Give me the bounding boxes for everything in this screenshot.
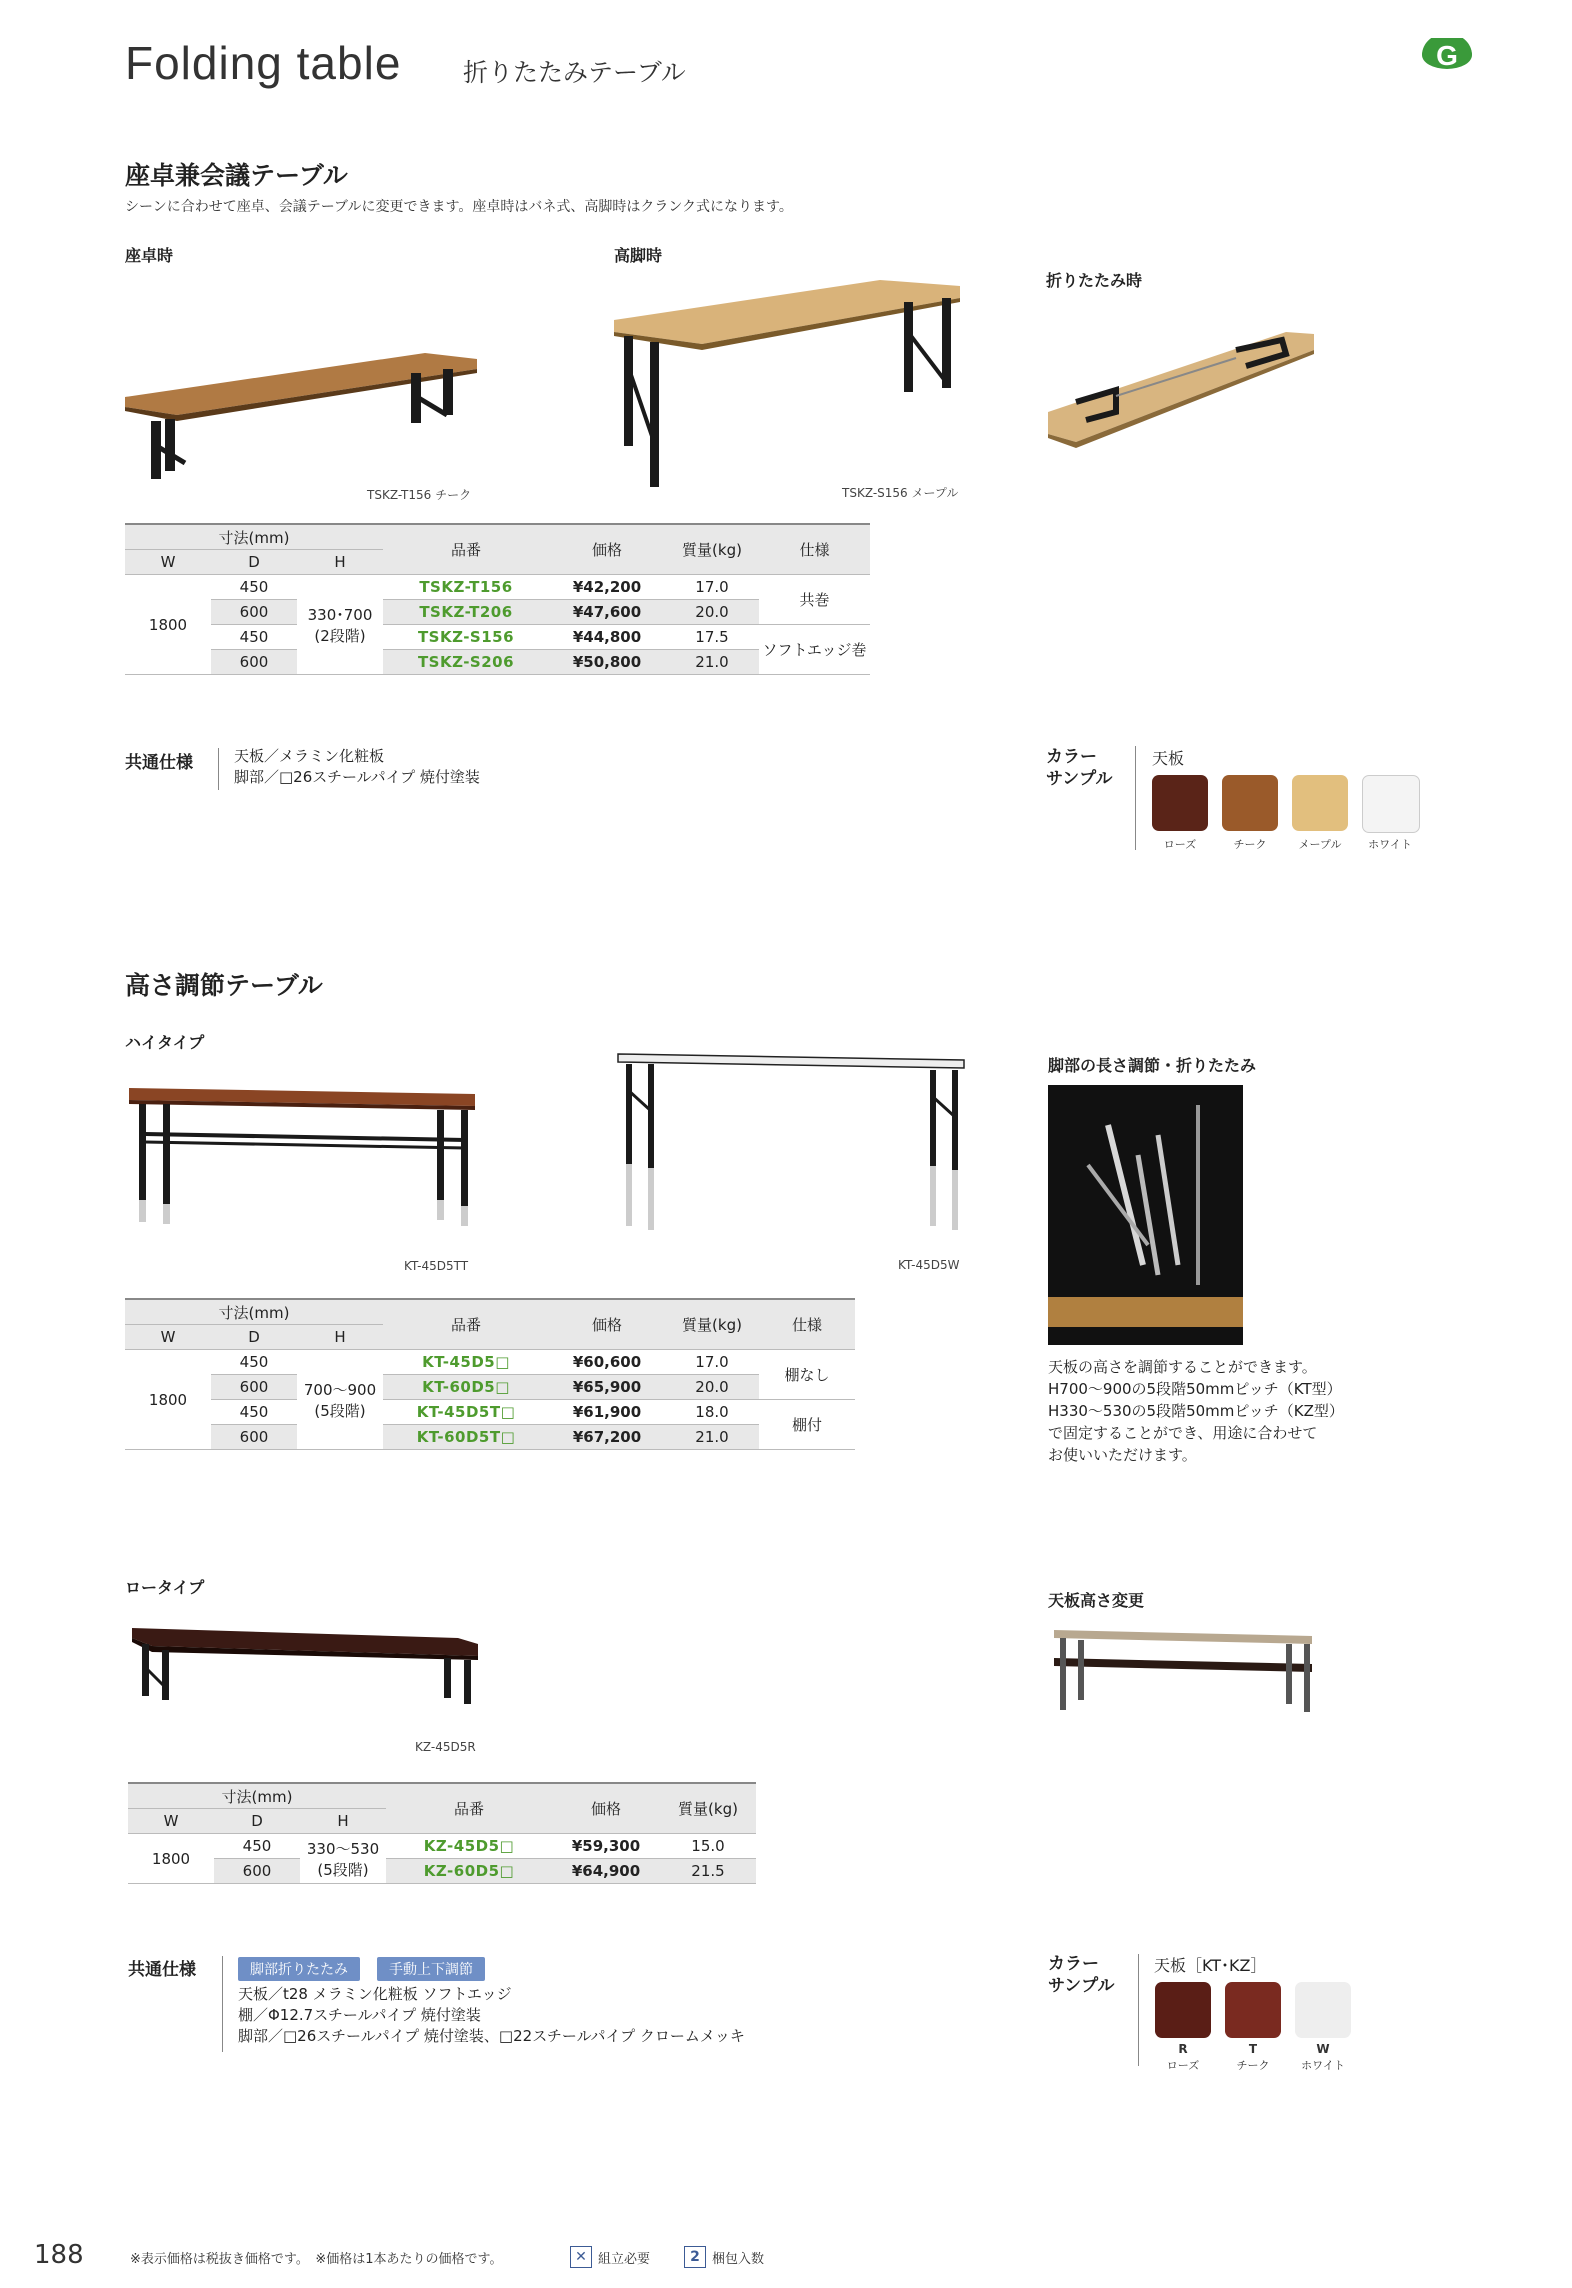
cell-code: KT-45D5□ <box>383 1350 549 1375</box>
table-row <box>125 625 870 650</box>
swatch-caption: ローズ <box>1163 838 1197 851</box>
swatch-teak <box>1225 1982 1281 2038</box>
cell-price: ¥59,300 <box>552 1834 660 1859</box>
table-row <box>125 1375 855 1400</box>
header-code: 品番 <box>383 1299 549 1350</box>
divider <box>1138 1954 1139 2066</box>
cell-weight: 21.5 <box>660 1859 756 1884</box>
cell-code: KT-60D5T□ <box>383 1425 549 1450</box>
caption-tskz-s156: TSKZ-S156 メープル <box>842 486 959 500</box>
cell-price: ¥50,800 <box>549 650 665 675</box>
swatch-code: R <box>1178 2042 1188 2056</box>
cell-weight: 17.0 <box>665 1350 759 1375</box>
assembly-label: 組立必要 <box>598 2252 651 2267</box>
caption-tskz-t156: TSKZ-T156 チーク <box>367 488 472 502</box>
badge-leg-folding: 脚部折りたたみ <box>238 1957 360 1981</box>
header-weight: 質量(kg) <box>660 1783 756 1834</box>
header-d: D <box>214 1809 300 1834</box>
label-height-change: 天板高さ変更 <box>1048 1591 1145 1610</box>
product-image-kt-45d5tt <box>125 1080 480 1230</box>
table-row <box>125 1425 855 1450</box>
product-image-tskz-t156 <box>125 345 480 485</box>
product-image-kt-45d5w <box>612 1050 967 1246</box>
cell-d: 600 <box>214 1859 300 1884</box>
color-sub-label: 天板［KT･KZ］ <box>1154 1956 1267 1975</box>
common-spec-label: 共通仕様 <box>125 753 193 773</box>
cell-d: 450 <box>211 1400 297 1425</box>
product-image-kz-45d5r <box>128 1618 480 1706</box>
table-row <box>125 575 870 600</box>
cell-weight: 20.0 <box>665 1375 759 1400</box>
swatch-white <box>1295 1982 1351 2038</box>
cell-weight: 15.0 <box>660 1834 756 1859</box>
cell-price: ¥44,800 <box>549 625 665 650</box>
cell-w: 1800 <box>128 1834 214 1884</box>
section-heading-zataku: 座卓兼会議テーブル <box>125 161 348 190</box>
cell-price: ¥61,900 <box>549 1400 665 1425</box>
cell-weight: 17.0 <box>665 575 759 600</box>
swatch-teak <box>1222 775 1278 831</box>
swatch-caption: ホワイト <box>1368 838 1412 851</box>
cell-code: KZ-60D5□ <box>386 1859 552 1884</box>
spec-table-kz <box>128 1782 756 1884</box>
page-title: Folding table <box>125 37 402 89</box>
header-h: H <box>300 1809 386 1834</box>
leg-adjust-note: 天板の高さを調節することができます。 H700～900の5段階50mmピッチ（KT型） H330～530の5段階50mmピッチ（KZ型） で固定することができ、用途に合わせて お使いいただけます。 <box>1048 1358 1344 1464</box>
cell-weight: 21.0 <box>665 1425 759 1450</box>
cell-code: KT-45D5T□ <box>383 1400 549 1425</box>
table-row <box>125 650 870 675</box>
header-d: D <box>211 550 297 575</box>
divider <box>1135 746 1136 850</box>
cell-weight: 17.5 <box>665 625 759 650</box>
assembly-icon: ✕ <box>570 2246 592 2268</box>
cell-code: TSKZ-S156 <box>383 625 549 650</box>
cell-weight: 18.0 <box>665 1400 759 1425</box>
cell-weight: 21.0 <box>665 650 759 675</box>
color-sub-label: 天板 <box>1152 749 1185 768</box>
color-sample-label: カラー サンプル <box>1046 747 1113 789</box>
package-count-label: 梱包入数 <box>712 2252 765 2267</box>
badge-manual-adjust: 手動上下調節 <box>377 1957 485 1981</box>
swatch-white <box>1362 775 1420 833</box>
cell-price: ¥60,600 <box>549 1350 665 1375</box>
color-sample-label: カラー サンプル <box>1048 1954 1115 1996</box>
section-description: シーンに合わせて座卓、会議テーブルに変更できます。座卓時はバネ式、高脚時はクランク式になります。 <box>125 199 793 215</box>
label-zataku: 座卓時 <box>125 246 174 265</box>
cell-h: 330･700 (2段階) <box>297 575 383 675</box>
label-folded: 折りたたみ時 <box>1046 271 1143 290</box>
cell-h: 330～530 (5段階) <box>300 1834 386 1884</box>
swatch-caption: メープル <box>1298 838 1342 851</box>
header-spec: 仕様 <box>759 524 870 575</box>
cell-price: ¥67,200 <box>549 1425 665 1450</box>
footer-note: ※表示価格は税抜き価格です。 ※価格は1本あたりの価格です。 <box>130 2252 503 2267</box>
table-row <box>125 1400 855 1425</box>
cell-d: 600 <box>211 1375 297 1400</box>
page-number: 188 <box>34 2240 84 2270</box>
header-price: 価格 <box>552 1783 660 1834</box>
cell-code: KT-60D5□ <box>383 1375 549 1400</box>
label-leg-adjust: 脚部の長さ調節・折りたたみ <box>1048 1056 1257 1075</box>
label-high-type: ハイタイプ <box>125 1033 205 1052</box>
cell-d: 600 <box>211 600 297 625</box>
divider <box>218 748 219 790</box>
swatch-caption: ローズ <box>1166 2059 1200 2072</box>
cell-code: KZ-45D5□ <box>386 1834 552 1859</box>
section-heading-height-adjust: 高さ調節テーブル <box>125 971 323 1000</box>
cell-d: 600 <box>211 1425 297 1450</box>
header-code: 品番 <box>383 524 549 575</box>
swatch-rose <box>1155 1982 1211 2038</box>
header-h: H <box>297 550 383 575</box>
header-dimensions: 寸法(mm) <box>125 1299 383 1325</box>
swatch-code: T <box>1248 2042 1258 2056</box>
cell-spec: 共巻 <box>759 575 870 625</box>
header-dimensions: 寸法(mm) <box>128 1783 386 1809</box>
product-image-folded <box>1046 320 1316 450</box>
header-w: W <box>128 1809 214 1834</box>
header-weight: 質量(kg) <box>665 1299 759 1350</box>
swatch-maple <box>1292 775 1348 831</box>
label-takaashi: 高脚時 <box>614 246 663 265</box>
swatch-caption: チーク <box>1236 2059 1270 2072</box>
table-row <box>125 1350 855 1375</box>
swatch-code: W <box>1316 2042 1330 2056</box>
caption-kt-45d5w: KT-45D5W <box>898 1258 960 1272</box>
header-w: W <box>125 1325 211 1350</box>
common-spec-text: 天板／t28 メラミン化粧板 ソフトエッジ 棚／Φ12.7スチールパイプ 焼付塗装 脚部／□26スチールパイプ 焼付塗装、□22スチールパイプ クロームメッキ <box>238 1985 745 2045</box>
table-row <box>128 1834 756 1859</box>
cell-code: TSKZ-T156 <box>383 575 549 600</box>
cell-spec: ソフトエッジ巻 <box>759 625 870 675</box>
common-spec-text: 天板／メラミン化粧板 脚部／□26スチールパイプ 焼付塗装 <box>234 747 480 786</box>
header-h: H <box>297 1325 383 1350</box>
header-price: 価格 <box>549 1299 665 1350</box>
cell-d: 600 <box>211 650 297 675</box>
header-d: D <box>211 1325 297 1350</box>
package-count-icon: 2 <box>684 2246 706 2268</box>
svg-text:G: G <box>1436 40 1458 71</box>
caption-kt-45d5tt: KT-45D5TT <box>404 1259 469 1273</box>
common-spec-label: 共通仕様 <box>128 1960 196 1980</box>
header-dimensions: 寸法(mm) <box>125 524 383 550</box>
header-price: 価格 <box>549 524 665 575</box>
cell-price: ¥47,600 <box>549 600 665 625</box>
cell-price: ¥64,900 <box>552 1859 660 1884</box>
swatch-rose <box>1152 775 1208 831</box>
header-spec: 仕様 <box>759 1299 855 1350</box>
cell-d: 450 <box>214 1834 300 1859</box>
cell-spec: 棚付 <box>759 1400 855 1450</box>
header-w: W <box>125 550 211 575</box>
label-low-type: ロータイプ <box>125 1578 205 1597</box>
cell-d: 450 <box>211 575 297 600</box>
page-subtitle: 折りたたみテーブル <box>463 58 686 87</box>
cell-w: 1800 <box>125 1350 211 1450</box>
header-weight: 質量(kg) <box>665 524 759 575</box>
swatch-caption: チーク <box>1233 838 1267 851</box>
cell-code: TSKZ-T206 <box>383 600 549 625</box>
cell-weight: 20.0 <box>665 600 759 625</box>
cell-price: ¥65,900 <box>549 1375 665 1400</box>
table-row <box>128 1859 756 1884</box>
cell-d: 450 <box>211 1350 297 1375</box>
caption-kz-45d5r: KZ-45D5R <box>415 1740 476 1754</box>
divider <box>222 1956 223 2052</box>
table-row <box>125 600 870 625</box>
brand-logo-icon <box>1418 38 1476 72</box>
spec-table-tskz <box>125 523 870 675</box>
cell-d: 450 <box>211 625 297 650</box>
product-image-tskz-s156 <box>612 272 964 490</box>
leg-detail-photo <box>1048 1085 1243 1345</box>
cell-code: TSKZ-S206 <box>383 650 549 675</box>
cell-h: 700～900 (5段階) <box>297 1350 383 1450</box>
cell-spec: 棚なし <box>759 1350 855 1400</box>
header-code: 品番 <box>386 1783 552 1834</box>
height-change-image <box>1050 1620 1318 1715</box>
cell-w: 1800 <box>125 575 211 675</box>
cell-price: ¥42,200 <box>549 575 665 600</box>
spec-table-kt <box>125 1298 855 1450</box>
swatch-caption: ホワイト <box>1301 2059 1345 2072</box>
